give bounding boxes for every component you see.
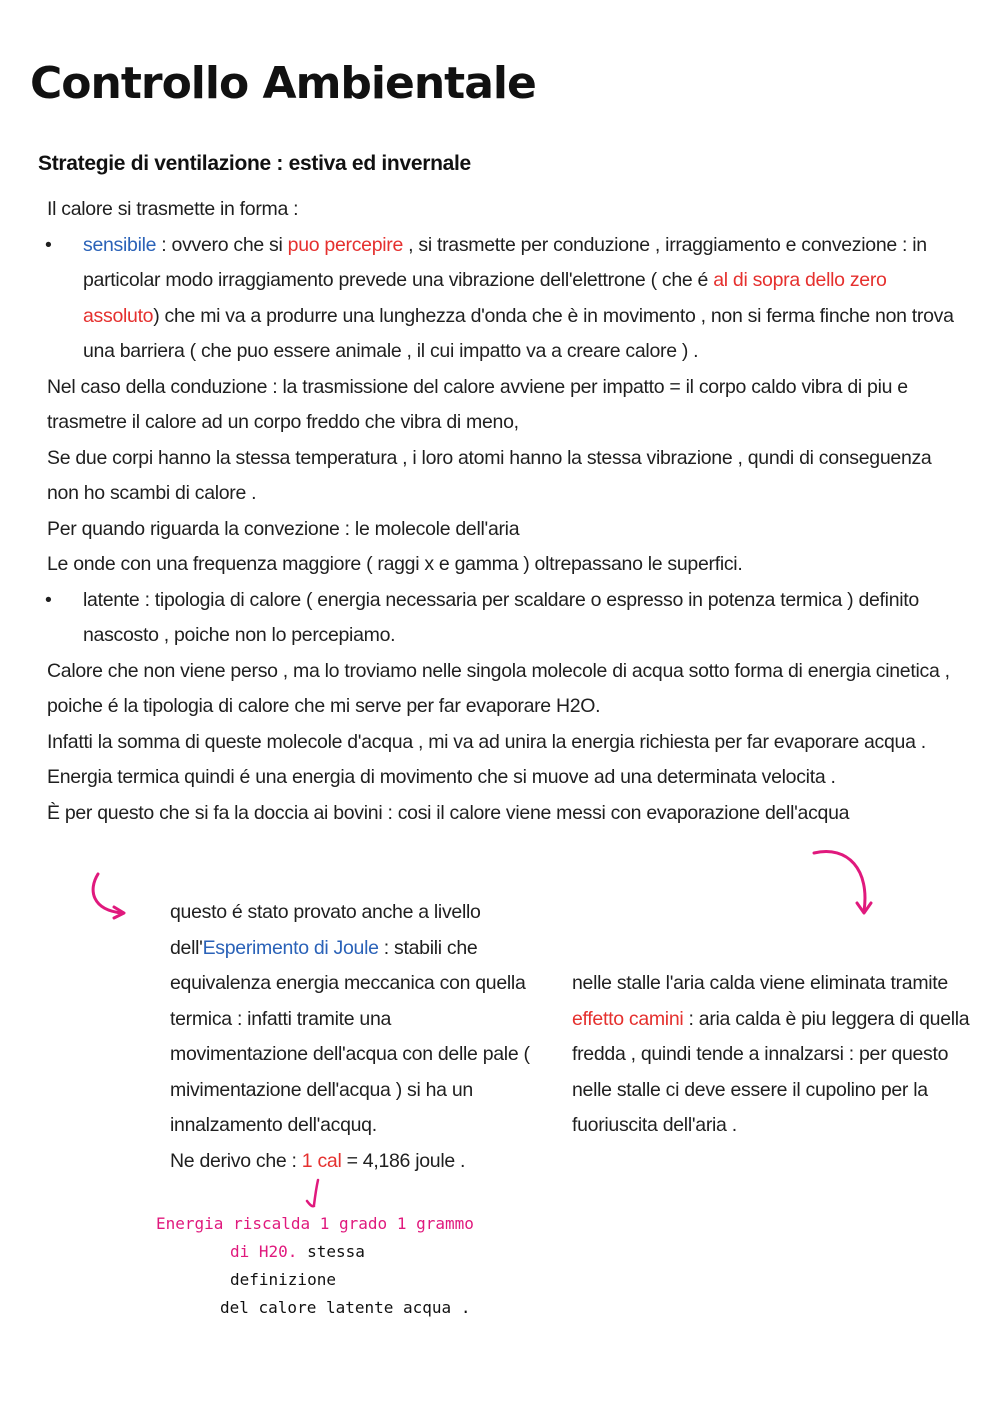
bullet-dot: •	[45, 588, 52, 611]
paragraph-energia-termica: Energia termica quindi é una energia di movimento che si muove ad una determinata velocita .	[47, 766, 836, 788]
bullet-dot: •	[45, 233, 52, 256]
curved-arrow-left-icon	[86, 870, 136, 922]
effetto-camini: effetto camini	[572, 1007, 684, 1030]
intro-line: Il calore si trasmette in forma :	[47, 198, 299, 220]
paragraph-conduzione: Nel caso della conduzione : la trasmissione del calore avviene per impatto = il corpo caldo vibra di piu e trasmetre il calore ad un corpo freddo che vibra di meno,	[47, 375, 908, 433]
camini-text-1: nelle stalle l'aria calda viene eliminata tramite	[572, 972, 948, 994]
handwritten-note	[156, 1210, 476, 1322]
latente-text: latente : tipologia di calore ( energia necessaria per scaldare o espresso in potenza termica ) definito nascosto , poiche non lo percepiamo.	[83, 588, 919, 646]
handnote-line-3: del calore latente acqua .	[220, 1298, 471, 1317]
sensibile-text-2: , si trasmette per conduzione , irraggiamento e convezione : in particolar modo irraggiamento prevede una vibrazione dell'elettrone ( che é	[83, 233, 927, 291]
joule-paragraph	[170, 895, 530, 1144]
paragraph-convezione: Per quando riguarda la convezione : le molecole dell'aria	[47, 517, 520, 540]
handnote-line-2	[156, 1238, 476, 1294]
down-arrow-icon	[302, 1177, 324, 1209]
paragraph-somma: Infatti la somma di queste molecole d'acqua , mi va ad unira la energia richiesta per far evaporare acqua .	[47, 730, 926, 753]
joule-text-4: = 4,186 joule .	[341, 1149, 466, 1172]
term-sensibile: sensibile	[83, 233, 157, 256]
main-text	[47, 192, 962, 831]
handnote-h2o: di H20.	[230, 1242, 298, 1261]
paragraph-onde: Le onde con una frequenza maggiore ( raggi x e gamma ) oltrepassano le superfici.	[47, 553, 743, 575]
bullet-latente	[47, 583, 962, 654]
joule-text-2: : stabili che equivalenza energia meccanica con quella termica : infatti tramite una movimentazione dell'acqua con delle pale ( mivimentazione dell'acqua ) si ha un innalzamento dell'acquq.	[170, 936, 530, 1136]
joule-text-1: questo é stato provato anche a livello dell'	[170, 901, 481, 959]
cal-unit: 1 cal	[301, 1149, 342, 1172]
joule-conclusion	[170, 1144, 530, 1180]
joule-note	[170, 895, 530, 1179]
camini-text-2: : aria calda è piu leggera di quella fredda , quindi tende a innalzarsi : per questo nelle stalle ci deve essere il cupolino per la fuoriuscita dell'aria .	[572, 1007, 970, 1136]
curved-arrow-right-icon	[808, 845, 878, 920]
joule-text-3: Ne derivo che :	[170, 1149, 302, 1172]
paragraph-calore: Calore che non viene perso , ma lo troviamo nelle singola molecole di acqua sotto forma di energia cinetica , poiche é la tipologia di calore che mi serve per far evaporare H2O.	[47, 659, 950, 717]
camini-note	[572, 966, 972, 1144]
paragraph-temperatura: Se due corpi hanno la stessa temperatura , i loro atomi hanno la stessa vibrazione , qundi di conseguenza non ho scambi di calore .	[47, 446, 932, 504]
handnote-definition: stessa definizione	[230, 1242, 365, 1289]
paragraph-bovini: È per questo che si fa la doccia ai bovini : cosi il calore viene messi con evaporazione dell'acqua	[47, 801, 850, 824]
sensibile-text-3: ) che mi va a produrre una lunghezza d'onda che è in movimento , non si ferma finche non trova una barriera ( che puo essere animale , il cui impatto va a creare calore ) .	[83, 304, 954, 362]
section-subtitle: Strategie di ventilazione : estiva ed invernale	[38, 152, 471, 175]
handnote-line-1: Energia riscalda 1 grado 1 grammo	[156, 1214, 474, 1233]
joule-experiment: Esperimento di Joule	[202, 936, 379, 959]
highlight-zero-assoluto: al di sopra dello zero assoluto	[83, 269, 887, 327]
camini-paragraph	[572, 966, 972, 1144]
highlight-percepire: puo percepire	[287, 233, 404, 256]
page-title: Controllo Ambientale	[30, 58, 536, 109]
bullet-sensibile	[47, 228, 962, 370]
sensibile-text-1: : ovvero che si	[156, 233, 288, 256]
